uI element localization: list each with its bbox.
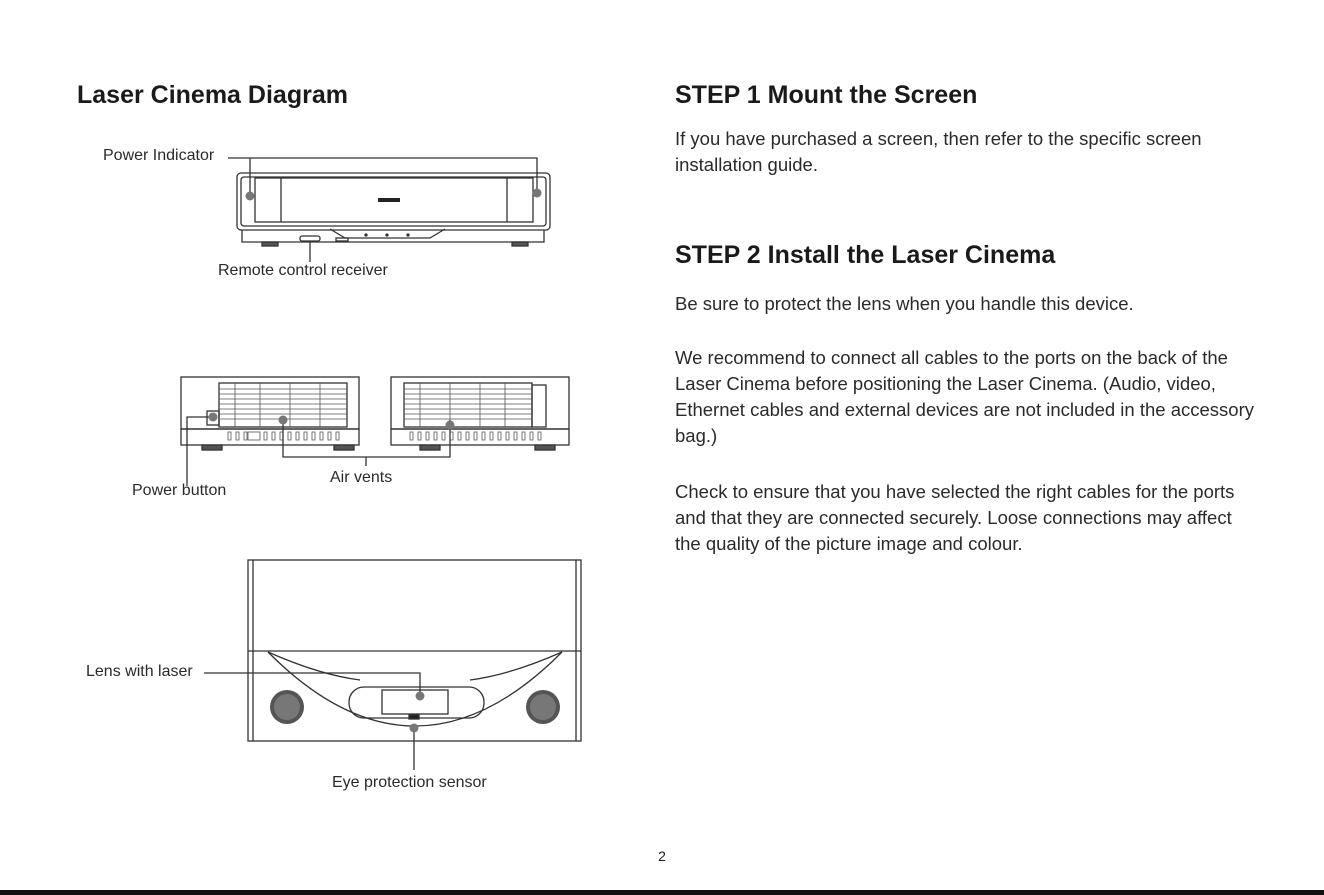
step2-heading: STEP 2 Install the Laser Cinema <box>675 241 1056 269</box>
label-power-indicator: Power Indicator <box>103 147 215 164</box>
step2-paragraph-3: Check to ensure that you have selected the right cables for the ports and that they are connected securely. Loose connections may affect the quality of the picture image and colour. <box>675 481 1235 554</box>
step1-text: If you have purchased a screen, then refer to the specific screen installation guide. <box>675 128 1202 175</box>
diagram-title: Laser Cinema Diagram <box>77 81 348 109</box>
label-eye-protection-sensor: Eye protection sensor <box>332 774 487 791</box>
step1-heading: STEP 1 Mount the Screen <box>675 81 978 109</box>
step2-paragraph-1: Be sure to protect the lens when you handle this device. <box>675 293 1134 314</box>
label-air-vents: Air vents <box>330 469 393 486</box>
step2-paragraph-2: We recommend to connect all cables to the ports on the back of the Laser Cinema before positioning the Laser Cinema. (Audio, video, Ethernet cables and external devices are not included in the accessory bag.) <box>675 347 1254 446</box>
footer-rule <box>0 890 1324 895</box>
label-lens-with-laser: Lens with laser <box>86 663 193 680</box>
page-number: 2 <box>658 848 666 864</box>
front-view-illustration <box>228 158 550 262</box>
label-remote-control-receiver: Remote control receiver <box>218 262 388 279</box>
label-power-button: Power button <box>132 482 227 499</box>
laser-cinema-diagram <box>0 0 660 895</box>
